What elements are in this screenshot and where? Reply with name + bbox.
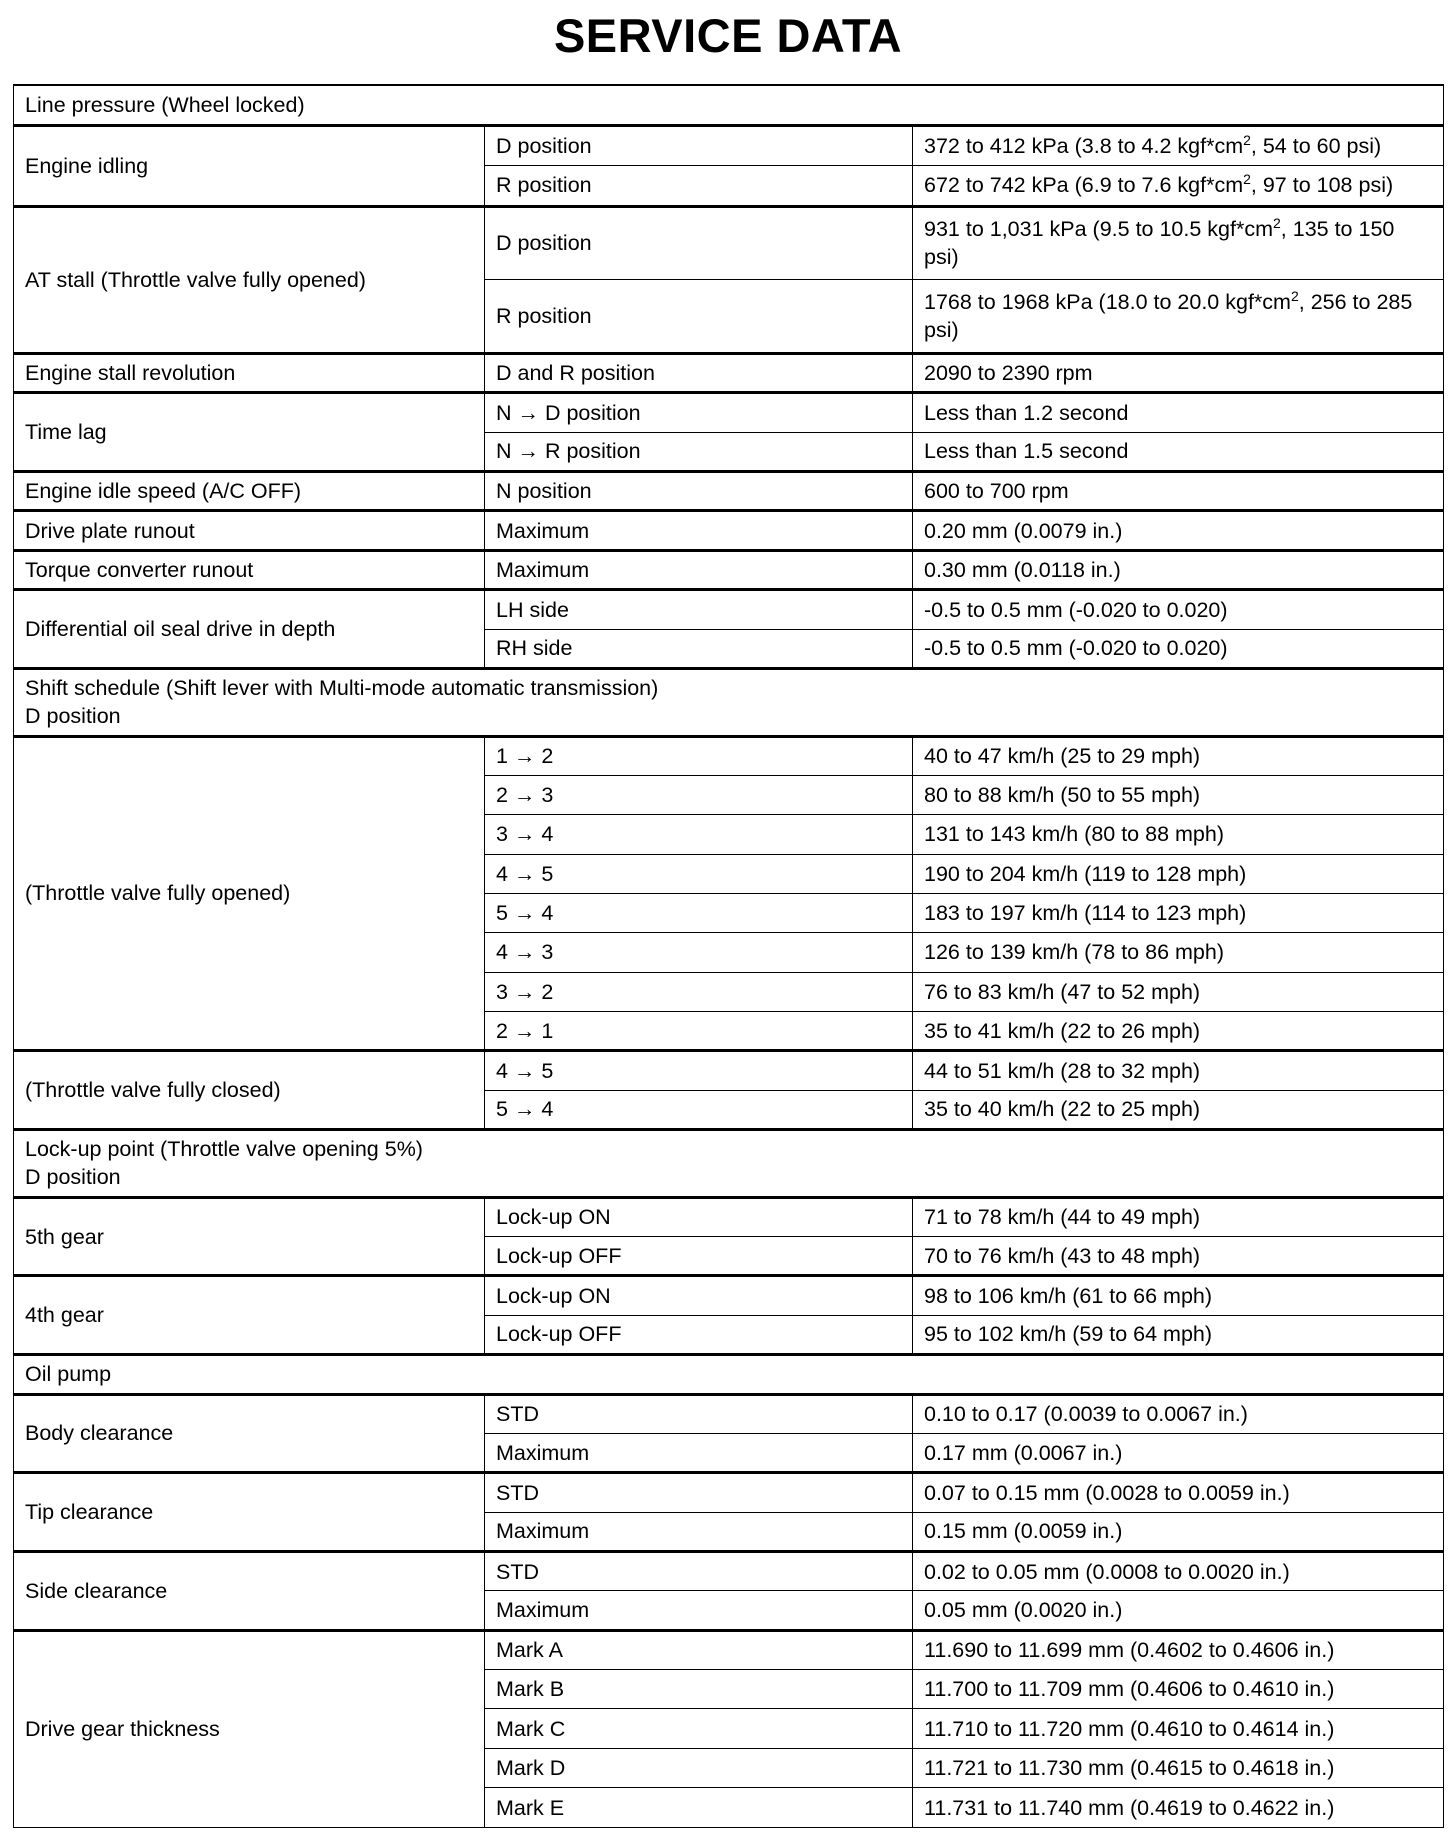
value-cell: 98 to 106 km/h (61 to 66 mph) (913, 1276, 1444, 1315)
section-header-row (14, 1130, 1444, 1198)
value-cell: -0.5 to 0.5 mm (-0.020 to 0.020) (913, 629, 1444, 668)
condition-cell: Lock-up OFF (485, 1237, 913, 1276)
value-cell: 190 to 204 km/h (119 to 128 mph) (913, 854, 1444, 893)
value-cell: 0.17 mm (0.0067 in.) (913, 1433, 1444, 1472)
value-cell: 0.15 mm (0.0059 in.) (913, 1512, 1444, 1551)
condition-cell: Maximum (485, 550, 913, 589)
value-cell: 0.07 to 0.15 mm (0.0028 to 0.0059 in.) (913, 1473, 1444, 1512)
value-cell: 71 to 78 km/h (44 to 49 mph) (913, 1197, 1444, 1236)
value-cell: 11.690 to 11.699 mm (0.4602 to 0.4606 in.) (913, 1630, 1444, 1669)
item-label: (Throttle valve fully opened) (14, 736, 485, 1051)
condition-cell: 5 → 4 (485, 893, 913, 932)
condition-cell: Maximum (485, 1591, 913, 1630)
value-cell: 131 to 143 km/h (80 to 88 mph) (913, 815, 1444, 854)
value-cell: -0.5 to 0.5 mm (-0.020 to 0.020) (913, 590, 1444, 629)
section-header: Line pressure (Wheel locked) (14, 85, 1444, 125)
condition-cell: 2 → 1 (485, 1012, 913, 1051)
section-header-row (14, 668, 1444, 736)
table-row (14, 1551, 1444, 1590)
table-row (14, 1051, 1444, 1090)
condition-cell: N → D position (485, 393, 913, 432)
value-cell: 0.02 to 0.05 mm (0.0008 to 0.0020 in.) (913, 1551, 1444, 1590)
value-cell: 372 to 412 kPa (3.8 to 4.2 $kgf*cm^2$, 54 to 60 psi) (913, 125, 1444, 165)
table-row (14, 1197, 1444, 1236)
section-header: Lock-up point (Throttle valve opening 5%) D position (14, 1130, 1444, 1198)
value-cell: 76 to 83 km/h (47 to 52 mph) (913, 972, 1444, 1011)
condition-cell: STD (485, 1551, 913, 1590)
item-label: Side clearance (14, 1551, 485, 1630)
value-cell: Less than 1.5 second (913, 432, 1444, 471)
value-cell: 80 to 88 km/h (50 to 55 mph) (913, 775, 1444, 814)
item-label: Drive gear thickness (14, 1630, 485, 1827)
value-cell: 126 to 139 km/h (78 to 86 mph) (913, 933, 1444, 972)
item-label: Time lag (14, 393, 485, 472)
condition-cell: 3 → 2 (485, 972, 913, 1011)
value-cell: 70 to 76 km/h (43 to 48 mph) (913, 1237, 1444, 1276)
table-row (14, 1276, 1444, 1315)
condition-cell: 4 → 3 (485, 933, 913, 972)
condition-cell: Lock-up OFF (485, 1315, 913, 1354)
item-label: Torque converter runout (14, 550, 485, 589)
condition-cell: Mark A (485, 1630, 913, 1669)
table-row (14, 125, 1444, 165)
condition-cell: Lock-up ON (485, 1197, 913, 1236)
item-label: AT stall (Throttle valve fully opened) (14, 206, 485, 353)
item-label: Engine idle speed (A/C OFF) (14, 472, 485, 511)
table-row (14, 1473, 1444, 1512)
section-header-row (14, 85, 1444, 125)
condition-cell: 3 → 4 (485, 815, 913, 854)
section-header-row (14, 1355, 1444, 1394)
table-row (14, 1394, 1444, 1433)
condition-cell: R position (485, 166, 913, 206)
condition-cell: Maximum (485, 1512, 913, 1551)
value-cell: 0.05 mm (0.0020 in.) (913, 1591, 1444, 1630)
value-cell: 931 to 1,031 kPa (9.5 to 10.5 $kgf*cm^2$, 135 to 150 psi) (913, 206, 1444, 280)
table-row (14, 550, 1444, 589)
condition-cell: Mark D (485, 1748, 913, 1787)
value-cell: 44 to 51 km/h (28 to 32 mph) (913, 1051, 1444, 1090)
section-header: Oil pump (14, 1355, 1444, 1394)
value-cell: 672 to 742 kPa (6.9 to 7.6 $kgf*cm^2$, 97 to 108 psi) (913, 166, 1444, 206)
condition-cell: N → R position (485, 432, 913, 471)
value-cell: 11.700 to 11.709 mm (0.4606 to 0.4610 in.) (913, 1670, 1444, 1709)
condition-cell: RH side (485, 629, 913, 668)
value-cell: 600 to 700 rpm (913, 472, 1444, 511)
condition-cell: 5 → 4 (485, 1090, 913, 1129)
table-row (14, 206, 1444, 280)
value-cell: 0.20 mm (0.0079 in.) (913, 511, 1444, 550)
page-title: SERVICE DATA (553, 9, 903, 62)
value-cell: 1768 to 1968 kPa (18.0 to 20.0 $kgf*cm^2$, 256 to 285 psi) (913, 280, 1444, 354)
condition-cell: 2 → 3 (485, 775, 913, 814)
value-cell: 11.710 to 11.720 mm (0.4610 to 0.4614 in.) (913, 1709, 1444, 1748)
value-cell: Less than 1.2 second (913, 393, 1444, 432)
value-cell: 0.10 to 0.17 (0.0039 to 0.0067 in.) (913, 1394, 1444, 1433)
table-row (14, 736, 1444, 775)
condition-cell: 1 → 2 (485, 736, 913, 775)
table-row (14, 393, 1444, 432)
item-label: Tip clearance (14, 1473, 485, 1552)
condition-cell: R position (485, 280, 913, 354)
table-row (14, 511, 1444, 550)
condition-cell: Maximum (485, 1433, 913, 1472)
condition-cell: Mark B (485, 1670, 913, 1709)
value-cell: 183 to 197 km/h (114 to 123 mph) (913, 893, 1444, 932)
section-header: Shift schedule (Shift lever with Multi-mode automatic transmission) D position (14, 668, 1444, 736)
value-cell: 35 to 41 km/h (22 to 26 mph) (913, 1012, 1444, 1051)
condition-cell: D position (485, 125, 913, 165)
item-label: 4th gear (14, 1276, 485, 1355)
value-cell: 11.731 to 11.740 mm (0.4619 to 0.4622 in.) (913, 1788, 1444, 1828)
item-label: Drive plate runout (14, 511, 485, 550)
value-cell: 0.30 mm (0.0118 in.) (913, 550, 1444, 589)
value-cell: 35 to 40 km/h (22 to 25 mph) (913, 1090, 1444, 1129)
condition-cell: LH side (485, 590, 913, 629)
table-row (14, 354, 1444, 393)
service-data-table (13, 84, 1444, 1828)
condition-cell: Mark C (485, 1709, 913, 1748)
item-label: (Throttle valve fully closed) (14, 1051, 485, 1130)
condition-cell: Mark E (485, 1788, 913, 1828)
value-cell: 2090 to 2390 rpm (913, 354, 1444, 393)
table-row (14, 1630, 1444, 1669)
condition-cell: D and R position (485, 354, 913, 393)
value-cell: 95 to 102 km/h (59 to 64 mph) (913, 1315, 1444, 1354)
condition-cell: STD (485, 1394, 913, 1433)
table-row (14, 472, 1444, 511)
table-row (14, 590, 1444, 629)
condition-cell: STD (485, 1473, 913, 1512)
item-label: Engine idling (14, 125, 485, 206)
condition-cell: N position (485, 472, 913, 511)
condition-cell: Maximum (485, 511, 913, 550)
condition-cell: Lock-up ON (485, 1276, 913, 1315)
value-cell: 40 to 47 km/h (25 to 29 mph) (913, 736, 1444, 775)
item-label: Engine stall revolution (14, 354, 485, 393)
item-label: Differential oil seal drive in depth (14, 590, 485, 669)
item-label: 5th gear (14, 1197, 485, 1276)
condition-cell: 4 → 5 (485, 854, 913, 893)
condition-cell: 4 → 5 (485, 1051, 913, 1090)
condition-cell: D position (485, 206, 913, 280)
value-cell: 11.721 to 11.730 mm (0.4615 to 0.4618 in.) (913, 1748, 1444, 1787)
item-label: Body clearance (14, 1394, 485, 1473)
